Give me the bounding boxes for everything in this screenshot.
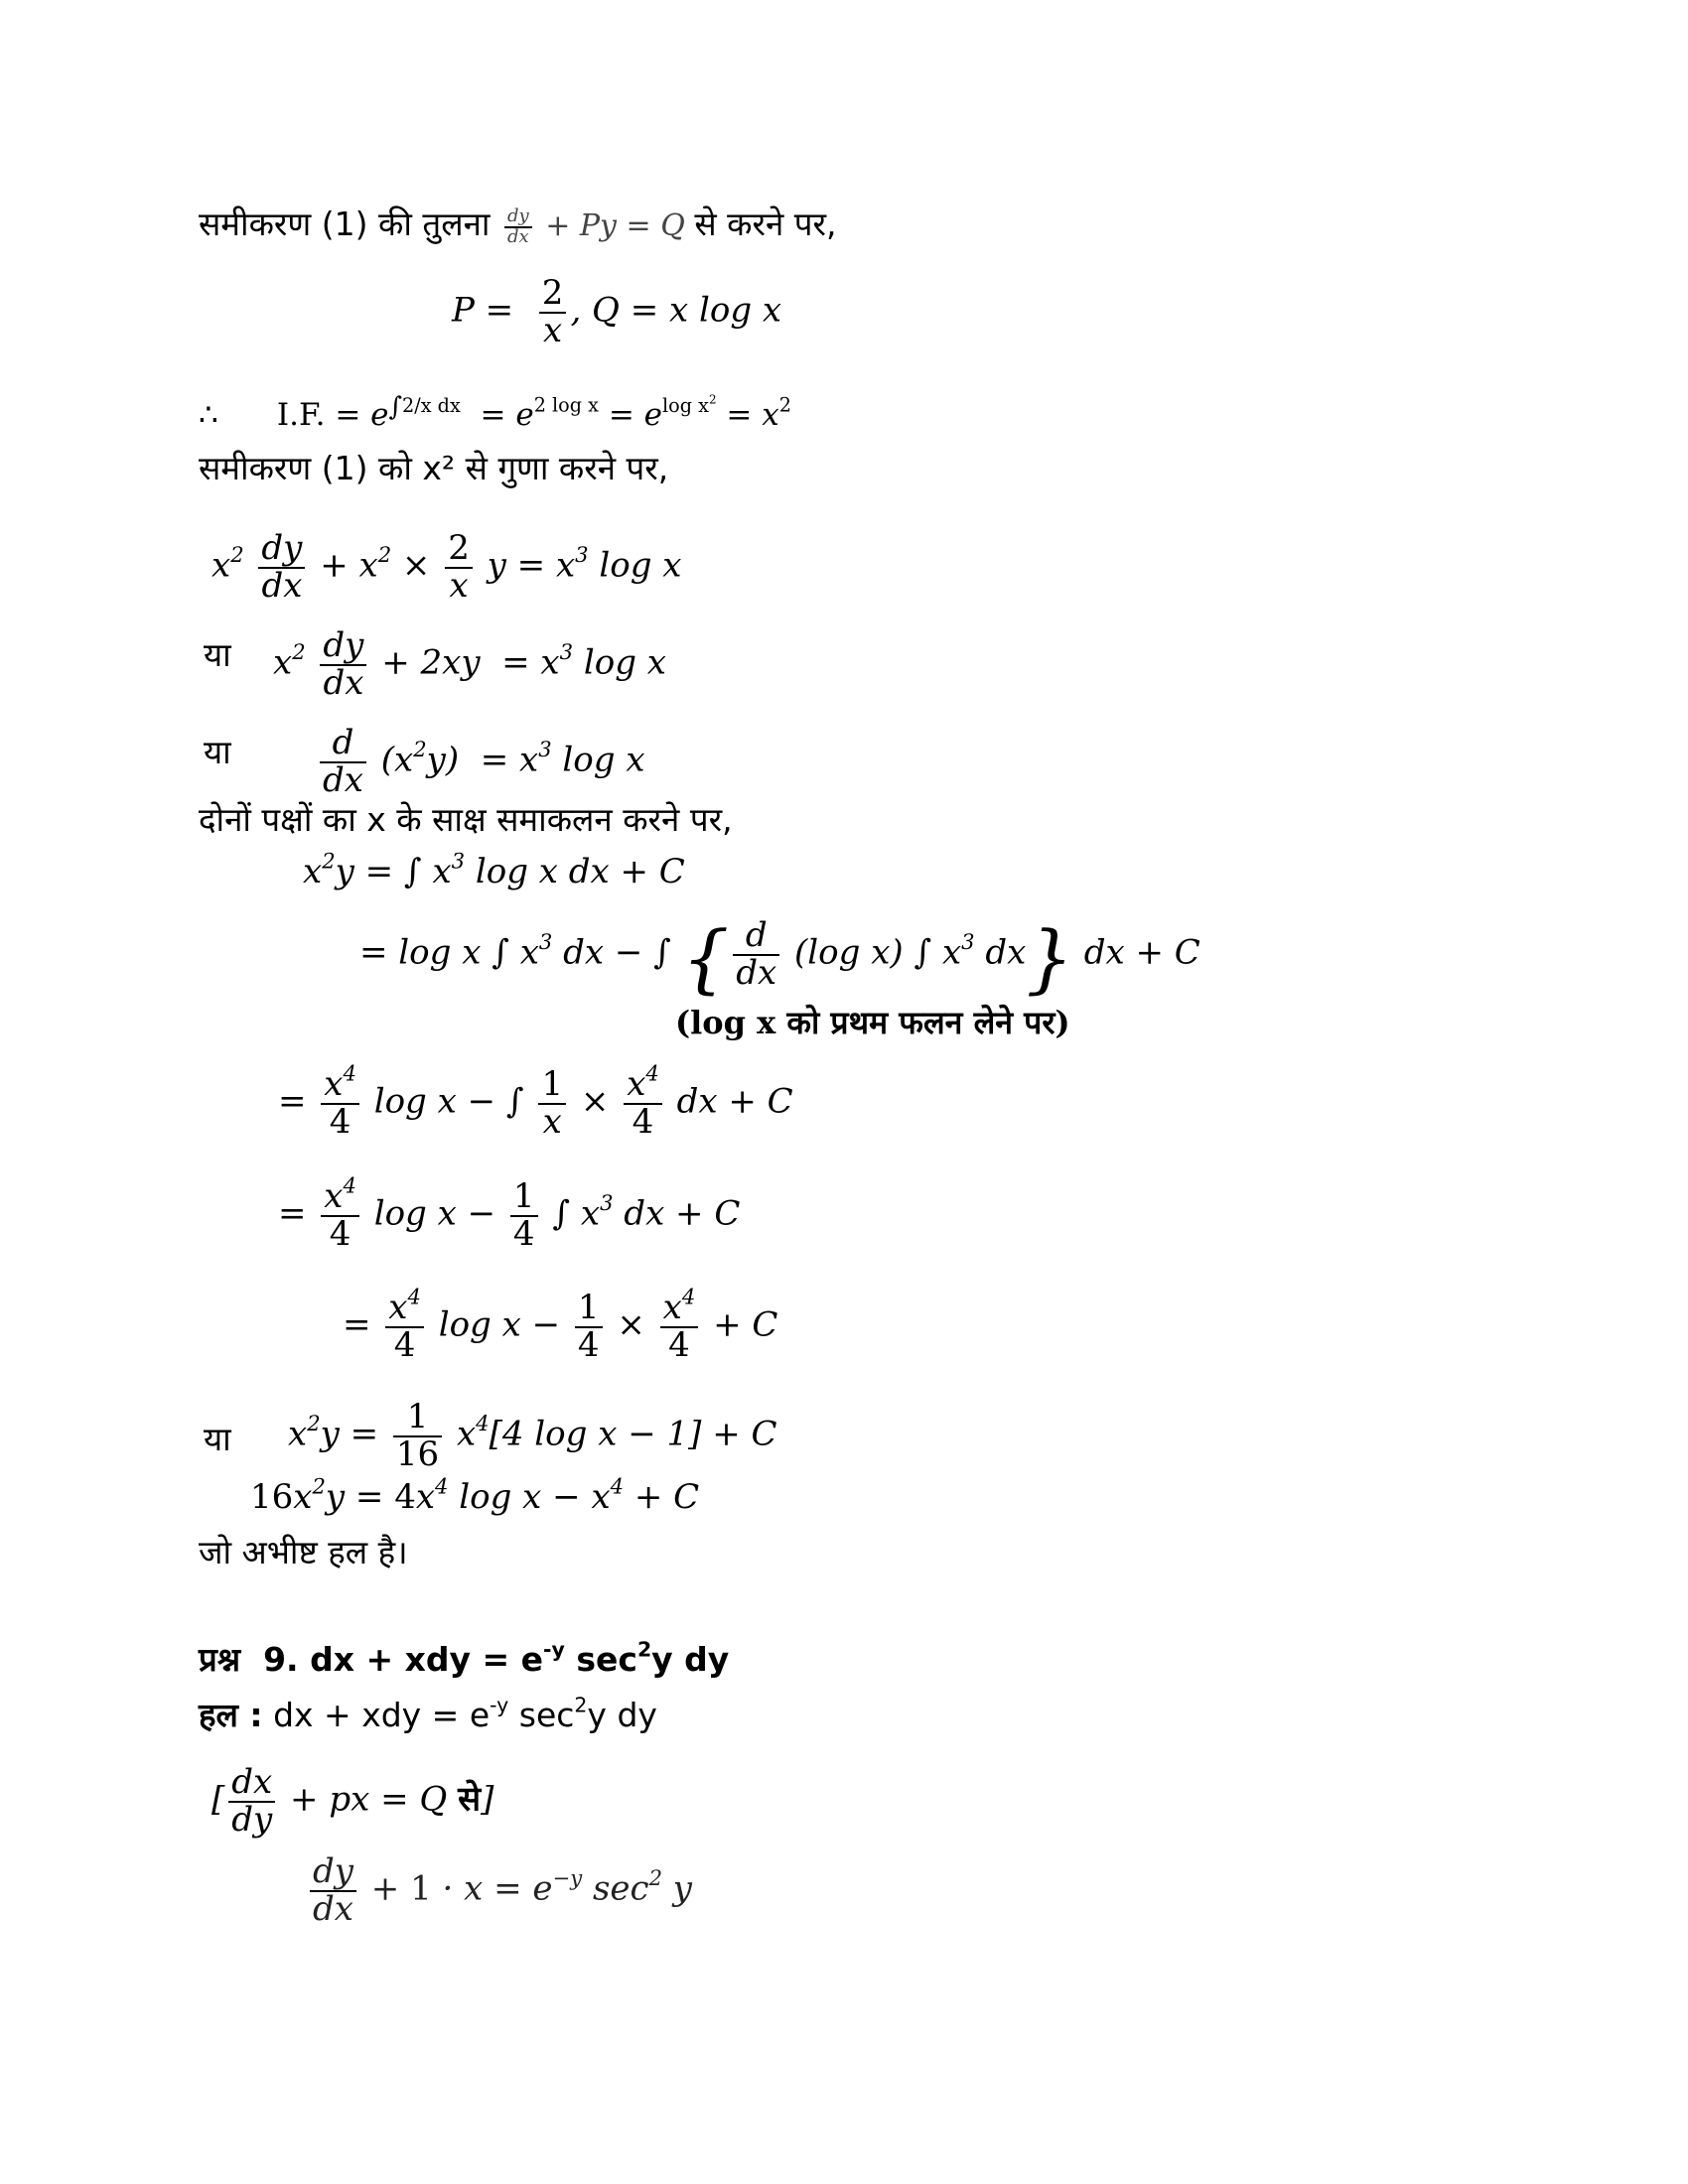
comparison-suffix: से करने पर, (694, 205, 837, 243)
multiply-intro: समीकरण (1) को x² से गुणा करने पर, (199, 449, 669, 487)
simplified-integral-step: = $\frac{x^4}{4}$ log x − $\frac{1}{4}$ ∫ $x^3$ dx + C (278, 1172, 741, 1254)
standard-form-reference: [ $\frac{dx}{dy}$ + px = Q से] (211, 1762, 494, 1840)
first-function-note: (log x को प्रथम फलन लेने पर) (675, 1004, 1070, 1041)
ya-label-2: या (204, 733, 231, 771)
factored-solution: $x^2y$ = $\frac{1}{16}$ $x^4[4$ log x − 1] + C (288, 1397, 777, 1474)
multiplied-equation: $x^2$ $\frac{dy}{dx}$ + $x^2$ × $\frac{2}{x}$ $y = x^3$ log x (211, 528, 682, 606)
standard-form-equation: $\frac{dy}{dx}$ + Py = Q (500, 208, 694, 243)
ya-label-1: या (204, 635, 231, 674)
conclusion-text: जो अभीष्ट हल है। (199, 1533, 408, 1571)
step-after-parts: = $\frac{x^4}{4}$ log x − ∫ $\frac{1}{x}$ × $\frac{x^4}{4}$ dx + C (278, 1060, 793, 1142)
rewritten-equation: $\frac{dy}{dx}$ + $1 \cdot x = e^{-y}$ $\sec^2 y$ (306, 1854, 692, 1927)
solution-line: हल : dx + xdy = $e^{-y}$ $\sec^2y$ dy (199, 1693, 657, 1734)
question-9-heading: प्रश्न 9. dx + xdy = $e^{-y}$ $\sec^2y$ dy (199, 1637, 730, 1679)
final-solution: $16x^2y = 4x^4$ $\log x - x^4 + C$ (250, 1473, 700, 1517)
integration-by-parts-step: = log x ∫ $x^3$ dx − ∫ { $\frac{d}{dx}$ (log x) ∫ $x^3$ dx} dx + C (359, 915, 1200, 1003)
comparison-intro (199, 205, 837, 247)
evaluated-integral-step: = $\frac{x^4}{4}$ log x − $\frac{1}{4}$ × $\frac{x^4}{4}$ + C (343, 1284, 778, 1365)
ya-label-3: या (204, 1420, 231, 1458)
simplified-equation: $x^2$ $\frac{dy}{dx}$ + $2xy = x^3$ log x (273, 625, 666, 703)
comparison-text: समीकरण (1) की तुलना (199, 205, 491, 243)
derivative-form-equation: $\frac{d}{dx}$ $(x^2y) = x^3$ log x (316, 726, 645, 798)
integrating-factor: ∴ I.F. = $e^{\int 2/x dx} = e^{2 log x} = e^{log x^2} = x^2$ (199, 391, 791, 433)
integrate-intro: दोनों पक्षों का x के साक्ष समाकलन करने पर, (199, 800, 733, 839)
integral-equation: $x^2y$ = ∫ $x^3$ log x dx + C (303, 848, 685, 891)
hal-label: हल : (199, 1696, 263, 1734)
p-q-values: P = $\frac{2}{x}$ , Q = x log x (452, 273, 782, 350)
